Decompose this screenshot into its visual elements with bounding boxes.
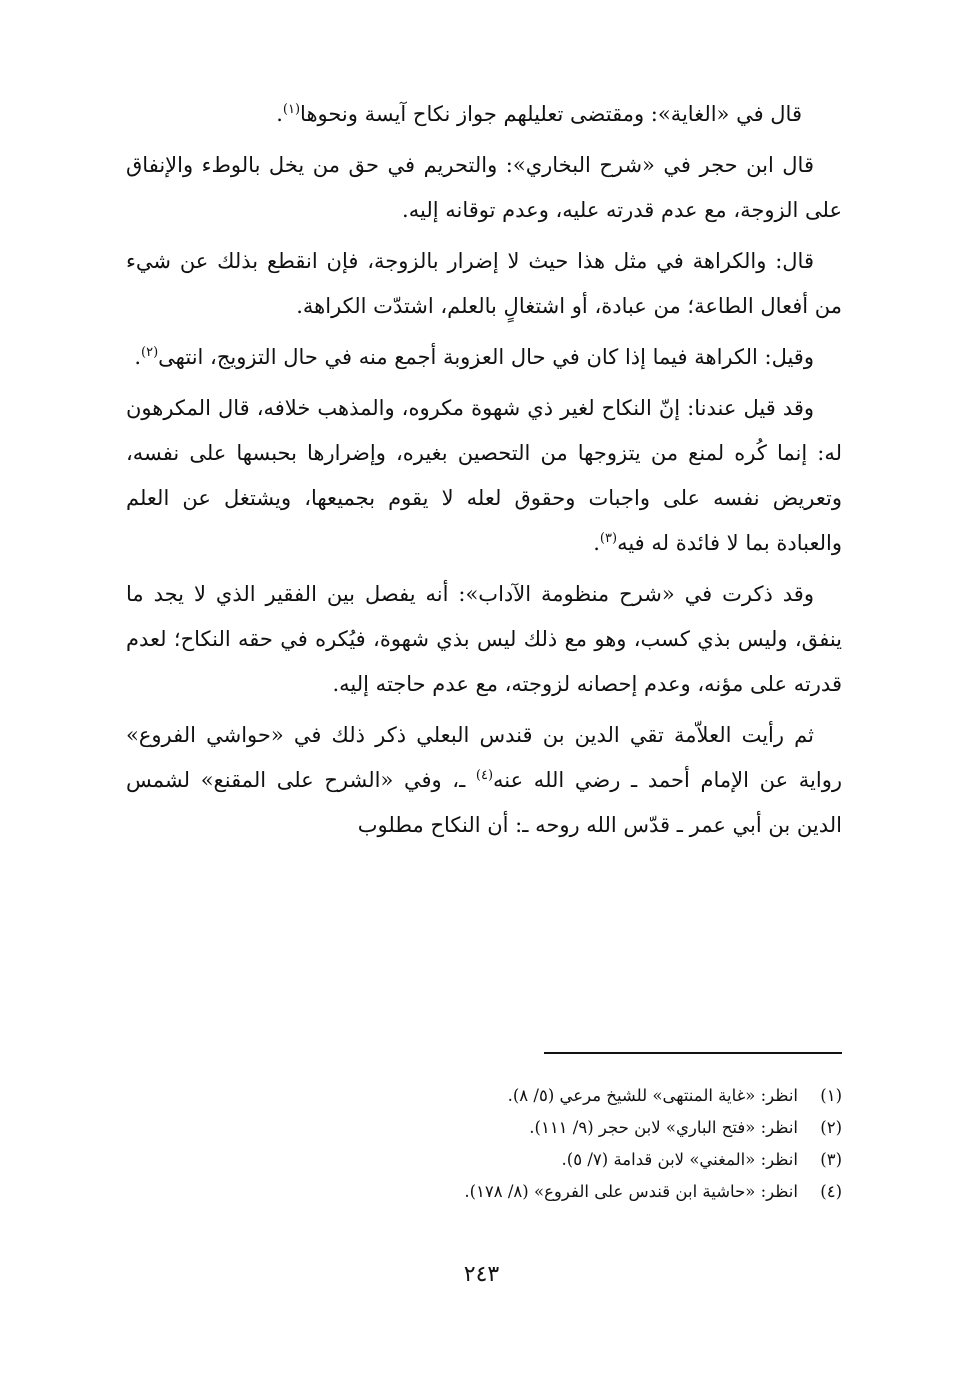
page-number: ٢٤٣ xyxy=(463,1262,500,1287)
paragraph-6 xyxy=(126,572,842,707)
paragraph-text: وقيل: الكراهة فيما إذا كان في حال العزوبة أجمع منه في حال التزويج، انتهى xyxy=(158,345,814,369)
footnote-text: انظر: «حاشية ابن قندس على الفروع» (٨/ ١٧٨). xyxy=(464,1182,798,1201)
paragraph-tail: . xyxy=(276,102,283,126)
paragraph-tail: ـ، وفي «الشرح على المقنع» لشمس الدين بن أبي عمر ـ قدّس الله روحه ـ: أن النكاح مطلوب xyxy=(126,768,842,837)
footnote-number: (١) xyxy=(820,1086,842,1105)
footnote-2 xyxy=(300,1112,842,1144)
paragraph-text: قال في «الغاية»: ومقتضى تعليلهم جواز نكاح آيسة ونحوها xyxy=(300,102,802,126)
paragraph-7 xyxy=(126,713,842,848)
footnote-4 xyxy=(300,1176,842,1208)
footnote-marker: (٢) xyxy=(141,345,159,360)
paragraph-4 xyxy=(126,335,842,380)
footnote-separator xyxy=(544,1052,842,1054)
paragraph-text: ثم رأيت العلاّمة تقي الدين بن قندس البعلي ذكر ذلك في «حواشي الفروع» رواية عن الإمام أحمد ـ رضي الله عنه xyxy=(126,723,842,792)
paragraph-text: وقد ذكرت في «شرح منظومة الآداب»: أنه يفصل بين الفقير الذي لا يجد ما ينفق، وليس بذي كسب، وهو مع ذلك ليس بذي شهوة، فيُكره في حقه النكاح؛ لعدم قدرته على مؤنه، وعدم إحصانه لزوجته، مع عدم حاجته إليه. xyxy=(126,582,842,696)
footnote-marker: (٣) xyxy=(599,531,618,546)
paragraph-tail: . xyxy=(593,531,600,555)
paragraph-1 xyxy=(126,92,842,137)
footnote-1 xyxy=(300,1080,842,1112)
footnote-text: انظر: «المغني» لابن قدامة (٧/ ٥). xyxy=(561,1150,798,1169)
footnote-text: انظر: «فتح الباري» لابن حجر (٩/ ١١١). xyxy=(529,1118,798,1137)
footnote-marker: (٤) xyxy=(475,768,494,783)
paragraph-text: قال ابن حجر في «شرح البخاري»: والتحريم في حق من يخل بالوطء والإنفاق على الزوجة، مع عدم قدرته عليه، وعدم توقانه إليه. xyxy=(126,153,842,222)
footnote-text: انظر: «غاية المنتهى» للشيخ مرعي (٥/ ٨). xyxy=(507,1086,798,1105)
main-text xyxy=(126,92,842,854)
footnote-number: (٣) xyxy=(820,1150,842,1169)
footnote-3 xyxy=(300,1144,842,1176)
paragraph-3 xyxy=(126,239,842,329)
paragraph-text: وقد قيل عندنا: إنّ النكاح لغير ذي شهوة مكروه، والمذهب خلافه، قال المكرهون له: إنما كُره لمنع من يتزوجها من التحصين بغيره، وإضرارها بحبسها على نفسه، وتعريض نفسه على واجبات وحقوق لعله لا يقوم بجميعها، ويشتغل عن العلم والعبادة بما لا فائدة له فيه xyxy=(126,396,842,555)
paragraph-5 xyxy=(126,386,842,566)
footnote-number: (٤) xyxy=(820,1182,842,1201)
paragraph-2 xyxy=(126,143,842,233)
footnotes xyxy=(300,1080,842,1208)
footnote-number: (٢) xyxy=(820,1118,842,1137)
paragraph-text: قال: والكراهة في مثل هذا حيث لا إضرار بالزوجة، فإن انقطع بذلك عن شيء من أفعال الطاعة؛ من عبادة، أو اشتغالٍ بالعلم، اشتدّت الكراهة. xyxy=(126,249,842,318)
footnote-marker: (١) xyxy=(282,102,301,117)
paragraph-tail: . xyxy=(134,345,142,369)
